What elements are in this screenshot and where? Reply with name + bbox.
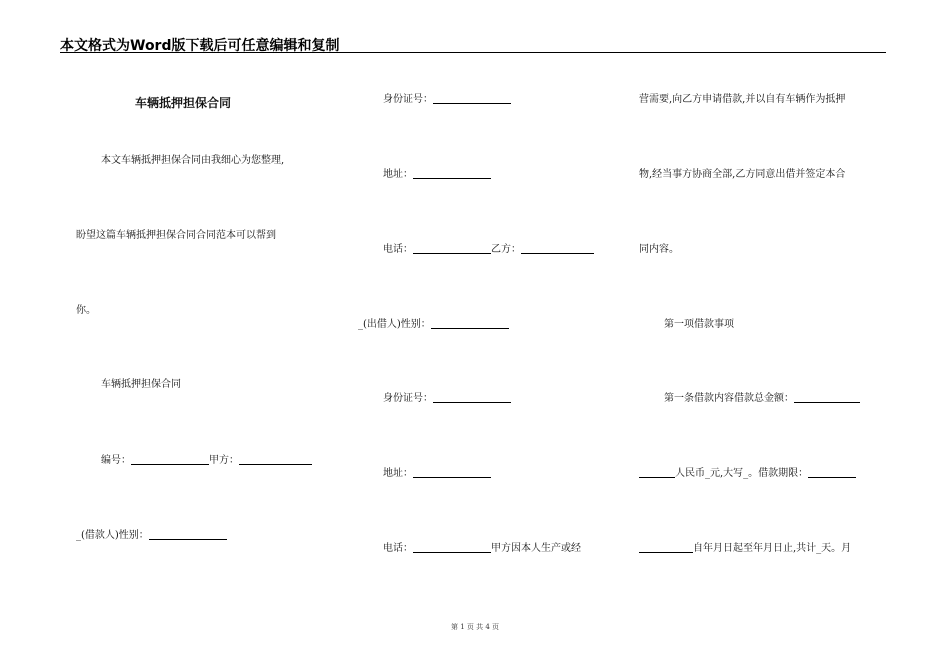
article-1-label: 第一条借款内容借款总金额： [664, 393, 794, 404]
address-label-2: 地址： [383, 468, 413, 479]
document-title: 车辆抵押担保合同 [135, 96, 232, 110]
id-number-label-2: 身份证号： [383, 393, 433, 404]
lender-gender-line [358, 318, 509, 332]
amount-text: 人民币_元,大写_。借款期限： [675, 468, 809, 479]
id-number-label-1: 身份证号： [383, 94, 433, 105]
period-blank [639, 542, 693, 553]
address-blank-1 [413, 168, 491, 179]
body-line-1: 营需要,向乙方申请借款,并以自有车辆作为抵押 [639, 94, 846, 105]
header-divider [60, 52, 886, 53]
borrower-gender-blank [149, 529, 227, 540]
phone-blank-1 [413, 243, 491, 254]
number-party-a-line [101, 454, 312, 468]
document-header: 本文格式为Word版下载后可任意编辑和复制 [60, 38, 340, 54]
contract-subtitle: 车辆抵押担保合同 [101, 379, 181, 390]
intro-line-3: 你。 [76, 305, 96, 316]
id-number-blank-1 [433, 93, 511, 104]
id-number-line-1 [383, 93, 511, 107]
phone-line-2 [383, 542, 581, 556]
borrower-gender-label: _(借款人)性别： [76, 530, 149, 541]
phone-label-2: 电话： [383, 543, 413, 554]
party-a-label: 甲方： [209, 455, 239, 466]
address-line-2 [383, 467, 491, 481]
intro-line-2: 盼望这篇车辆抵押担保合同合同范本可以帮到 [76, 230, 276, 241]
section-heading-1: 第一项借款事项 [664, 319, 734, 330]
article-1-line [664, 392, 860, 406]
borrower-gender-line [76, 529, 227, 543]
lender-gender-label: _(出借人)性别： [358, 319, 431, 330]
number-blank [131, 454, 209, 465]
phone-line-2-tail: 甲方因本人生产或经 [491, 543, 581, 554]
body-line-3: 同内容。 [639, 244, 679, 255]
party-b-label: 乙方： [491, 244, 521, 255]
loan-term-blank [808, 467, 856, 478]
address-line-1 [383, 168, 491, 182]
party-a-blank [239, 454, 312, 465]
lender-gender-blank [431, 318, 509, 329]
party-b-blank [521, 243, 594, 254]
intro-line-1: 本文车辆抵押担保合同由我细心为您整理, [101, 155, 285, 166]
id-number-line-2 [383, 392, 511, 406]
number-label: 编号： [101, 455, 131, 466]
period-line [639, 542, 851, 556]
loan-total-blank [794, 392, 860, 403]
amount-blank [639, 467, 675, 478]
amount-line [639, 467, 856, 481]
id-number-blank-2 [433, 392, 511, 403]
phone-blank-2 [413, 542, 491, 553]
body-line-2: 物,经当事方协商全部,乙方同意出借并签定本合 [639, 169, 846, 180]
address-blank-2 [413, 467, 491, 478]
phone-party-b-line [383, 243, 594, 257]
page-number-footer: 第 1 页 共 4 页 [450, 623, 500, 631]
phone-label-1: 电话： [383, 244, 413, 255]
period-text: 自年月日起至年月日止,共计_天。月 [693, 543, 852, 554]
address-label-1: 地址： [383, 169, 413, 180]
